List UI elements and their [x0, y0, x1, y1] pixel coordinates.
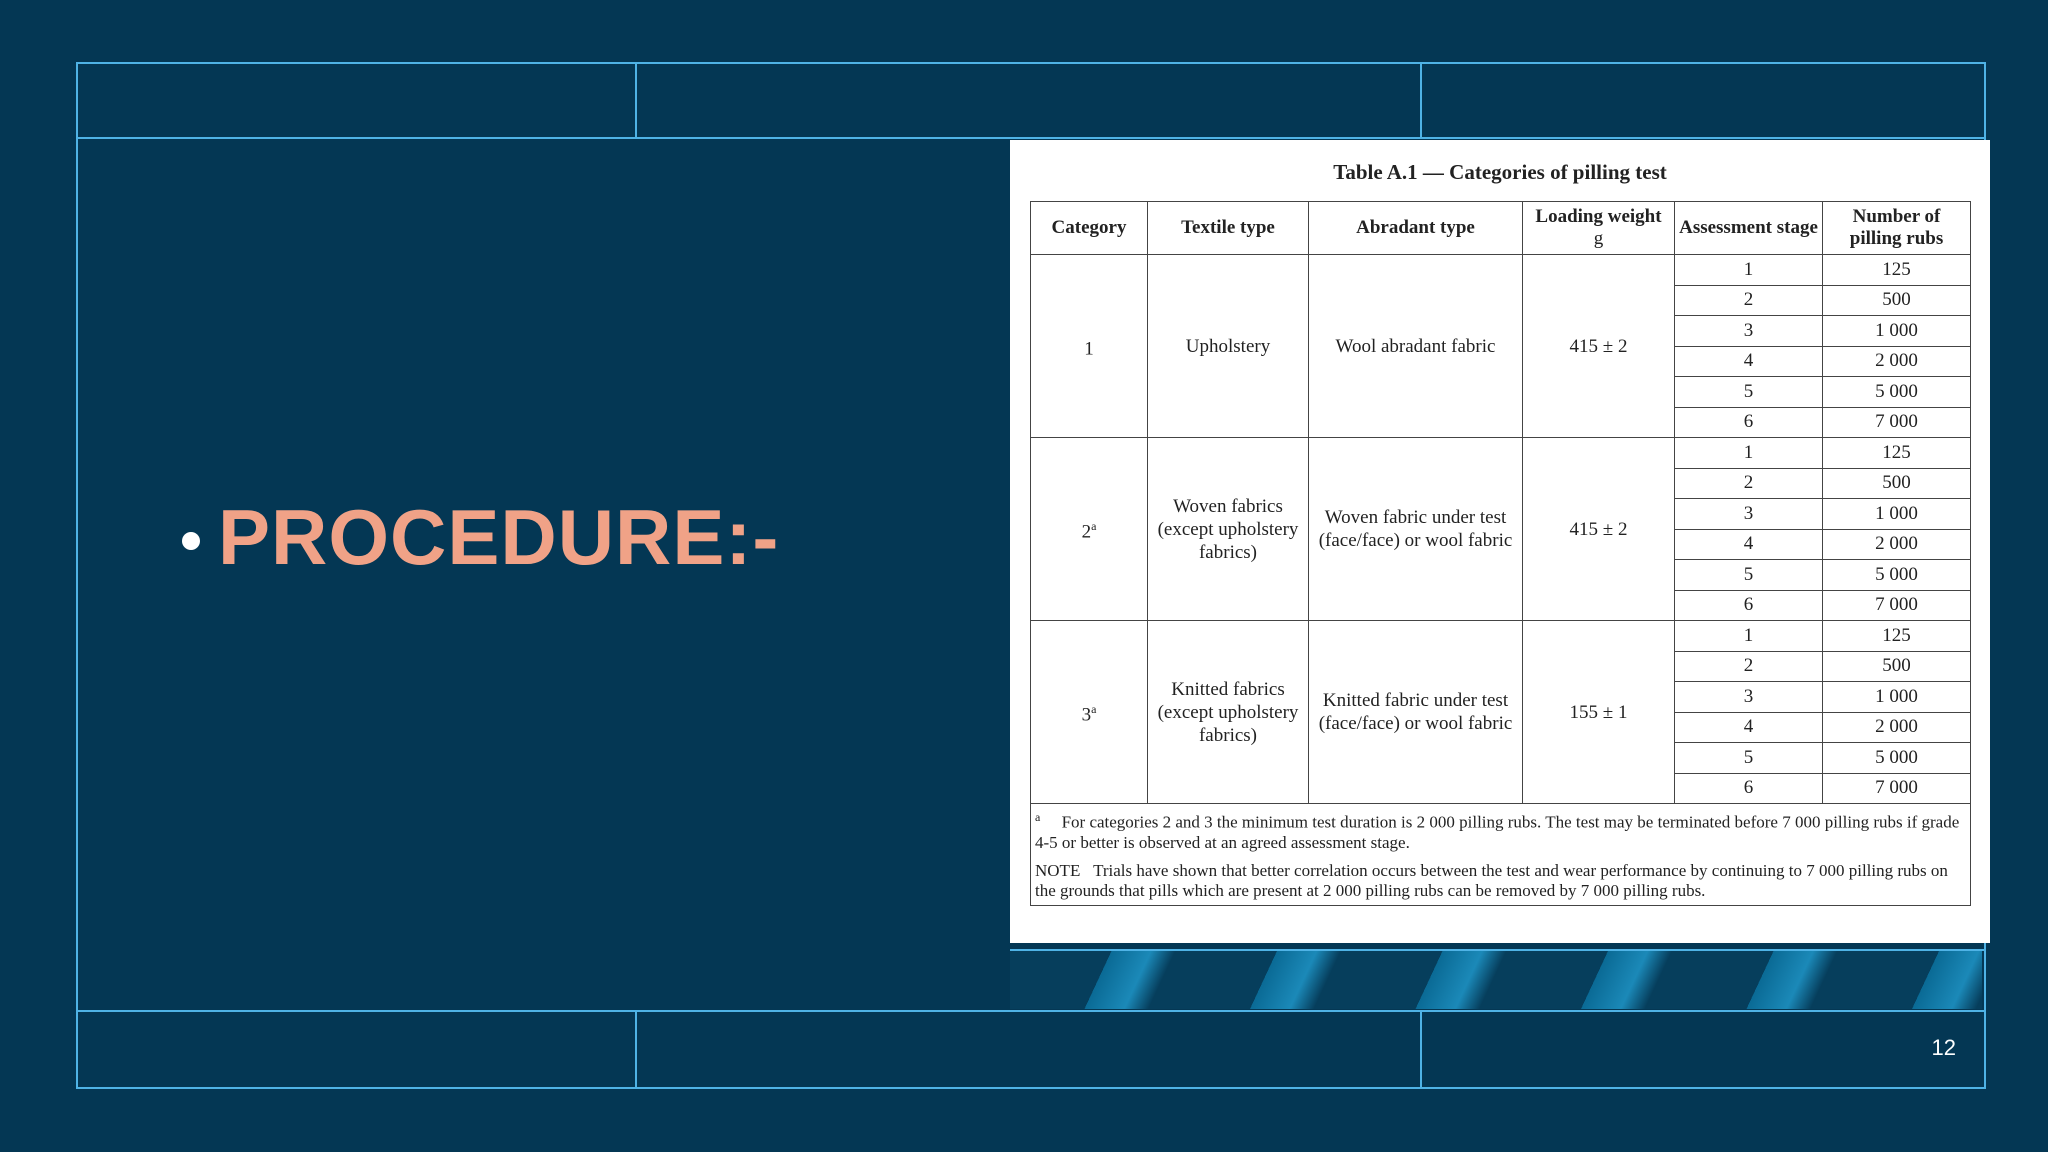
assessment-stage-cell: 6 — [1675, 590, 1823, 621]
category-cell — [1031, 438, 1148, 621]
abradant-type-cell — [1309, 438, 1523, 621]
header-category: Category — [1031, 202, 1148, 255]
header-assessment-stage: Assessment stage — [1675, 202, 1823, 255]
loading-weight-cell — [1523, 621, 1675, 804]
pilling-rubs-cell: 1 000 — [1823, 499, 1971, 530]
frame-bottom-divider — [76, 1010, 1986, 1012]
textile-type-cell — [1148, 621, 1309, 804]
assessment-stage-cell: 4 — [1675, 529, 1823, 560]
assessment-stage-cell: 2 — [1675, 285, 1823, 316]
category-footnote-marker: a — [1091, 701, 1097, 716]
assessment-stage-cell: 2 — [1675, 651, 1823, 682]
loading-weight-cell-text: 415 ± 2 — [1569, 518, 1628, 540]
pilling-rubs-cell: 1 000 — [1823, 316, 1971, 347]
pilling-rubs-cell: 500 — [1823, 651, 1971, 682]
note-label: NOTE — [1035, 860, 1081, 880]
pilling-rubs-cell: 2 000 — [1823, 529, 1971, 560]
table-row — [1031, 621, 1971, 652]
frame-top-divider — [76, 137, 1986, 139]
pilling-rubs-cell: 125 — [1823, 255, 1971, 286]
pilling-categories-table — [1030, 201, 1971, 906]
abradant-type-cell-text: Knitted fabric under test (face/face) or wool fabric — [1318, 690, 1513, 734]
abradant-type-cell-text: Wool abradant fabric — [1335, 335, 1496, 357]
category-cell — [1031, 255, 1148, 438]
assessment-stage-cell: 4 — [1675, 712, 1823, 743]
procedure-heading: PROCEDURE:- — [218, 493, 780, 581]
frame-top-right-separator — [1420, 62, 1422, 139]
procedure-bullet — [182, 492, 779, 583]
frame-bottom-right-separator — [1420, 1010, 1422, 1089]
loading-weight-cell — [1523, 438, 1675, 621]
textile-type-cell — [1148, 438, 1309, 621]
pilling-rubs-cell: 5 000 — [1823, 377, 1971, 408]
pilling-test-table-image — [1010, 140, 1990, 943]
pilling-rubs-cell: 5 000 — [1823, 560, 1971, 591]
header-loading-weight — [1523, 202, 1675, 255]
pilling-rubs-cell: 500 — [1823, 285, 1971, 316]
bullet-dot-icon — [182, 532, 200, 550]
decorative-stripe-band — [1010, 951, 1982, 1009]
table-body — [1031, 255, 1971, 804]
textile-type-cell — [1148, 255, 1309, 438]
category-cell-text: 2 — [1081, 521, 1092, 543]
pilling-rubs-cell: 2 000 — [1823, 346, 1971, 377]
loading-weight-cell-text: 415 ± 2 — [1569, 335, 1628, 357]
assessment-stage-cell: 5 — [1675, 560, 1823, 591]
table-title: Table A.1 — Categories of pilling test — [1333, 160, 1667, 184]
assessment-stage-cell: 1 — [1675, 621, 1823, 652]
header-pilling-rubs: Number of pilling rubs — [1823, 202, 1971, 255]
assessment-stage-cell: 6 — [1675, 407, 1823, 438]
header-textile-type: Textile type — [1148, 202, 1309, 255]
assessment-stage-cell: 1 — [1675, 255, 1823, 286]
category-cell-text: 1 — [1084, 338, 1094, 360]
loading-weight-cell-text: 155 ± 1 — [1569, 701, 1628, 723]
assessment-stage-cell: 3 — [1675, 682, 1823, 713]
abradant-type-cell — [1309, 621, 1523, 804]
footnote-text: For categories 2 and 3 the minimum test duration is 2 000 pilling rubs. The test may be terminated before 7 000 pilling rubs if grade 4-5 or better is observed at an agreed assessment stage. — [1035, 812, 1960, 852]
pilling-rubs-cell: 125 — [1823, 438, 1971, 469]
table-row — [1031, 255, 1971, 286]
abradant-type-cell-text: Woven fabric under test (face/face) or wool fabric — [1318, 507, 1513, 551]
pilling-rubs-cell: 7 000 — [1823, 407, 1971, 438]
frame-top-left-separator — [635, 62, 637, 139]
pilling-rubs-cell: 7 000 — [1823, 590, 1971, 621]
footnote-marker: a — [1035, 810, 1041, 824]
assessment-stage-cell: 5 — [1675, 743, 1823, 774]
assessment-stage-cell: 2 — [1675, 468, 1823, 499]
page-number: 12 — [1931, 1035, 1956, 1060]
textile-type-cell-text: Upholstery — [1185, 335, 1271, 357]
footnote-a — [1035, 807, 1966, 853]
pilling-rubs-cell: 500 — [1823, 468, 1971, 499]
pilling-rubs-cell: 1 000 — [1823, 682, 1971, 713]
abradant-type-cell — [1309, 255, 1523, 438]
assessment-stage-cell: 5 — [1675, 377, 1823, 408]
table-note — [1035, 861, 1966, 901]
assessment-stage-cell: 6 — [1675, 773, 1823, 804]
table-footnotes — [1031, 804, 1971, 906]
category-cell-text: 3 — [1081, 704, 1092, 726]
assessment-stage-cell: 1 — [1675, 438, 1823, 469]
pilling-rubs-cell: 2 000 — [1823, 712, 1971, 743]
header-abradant-type: Abradant type — [1309, 202, 1523, 255]
assessment-stage-cell: 3 — [1675, 316, 1823, 347]
textile-type-cell-text: Woven fabrics (except upholstery fabrics) — [1157, 495, 1299, 563]
category-cell — [1031, 621, 1148, 804]
textile-type-cell-text: Knitted fabrics (except upholstery fabrics) — [1157, 678, 1299, 746]
assessment-stage-cell: 4 — [1675, 346, 1823, 377]
header-loading-weight-unit: g — [1593, 228, 1604, 249]
assessment-stage-cell: 3 — [1675, 499, 1823, 530]
frame-bottom-left-separator — [635, 1010, 637, 1089]
table-row — [1031, 438, 1971, 469]
pilling-rubs-cell: 5 000 — [1823, 743, 1971, 774]
pilling-rubs-cell: 7 000 — [1823, 773, 1971, 804]
category-footnote-marker: a — [1091, 518, 1097, 533]
table-footnote-row — [1031, 804, 1971, 906]
header-loading-weight-label: Loading weight — [1535, 206, 1662, 227]
pilling-rubs-cell: 125 — [1823, 621, 1971, 652]
loading-weight-cell — [1523, 255, 1675, 438]
note-text: Trials have shown that better correlation occurs between the test and wear performance by continuing to 7 000 pilling rubs on the grounds that pills which are present at 2 000 pilling rubs can be removed by 7 000 pilling rubs. — [1035, 860, 1948, 900]
stripe-band-top-line — [1010, 949, 1986, 951]
table-header-row — [1031, 202, 1971, 255]
